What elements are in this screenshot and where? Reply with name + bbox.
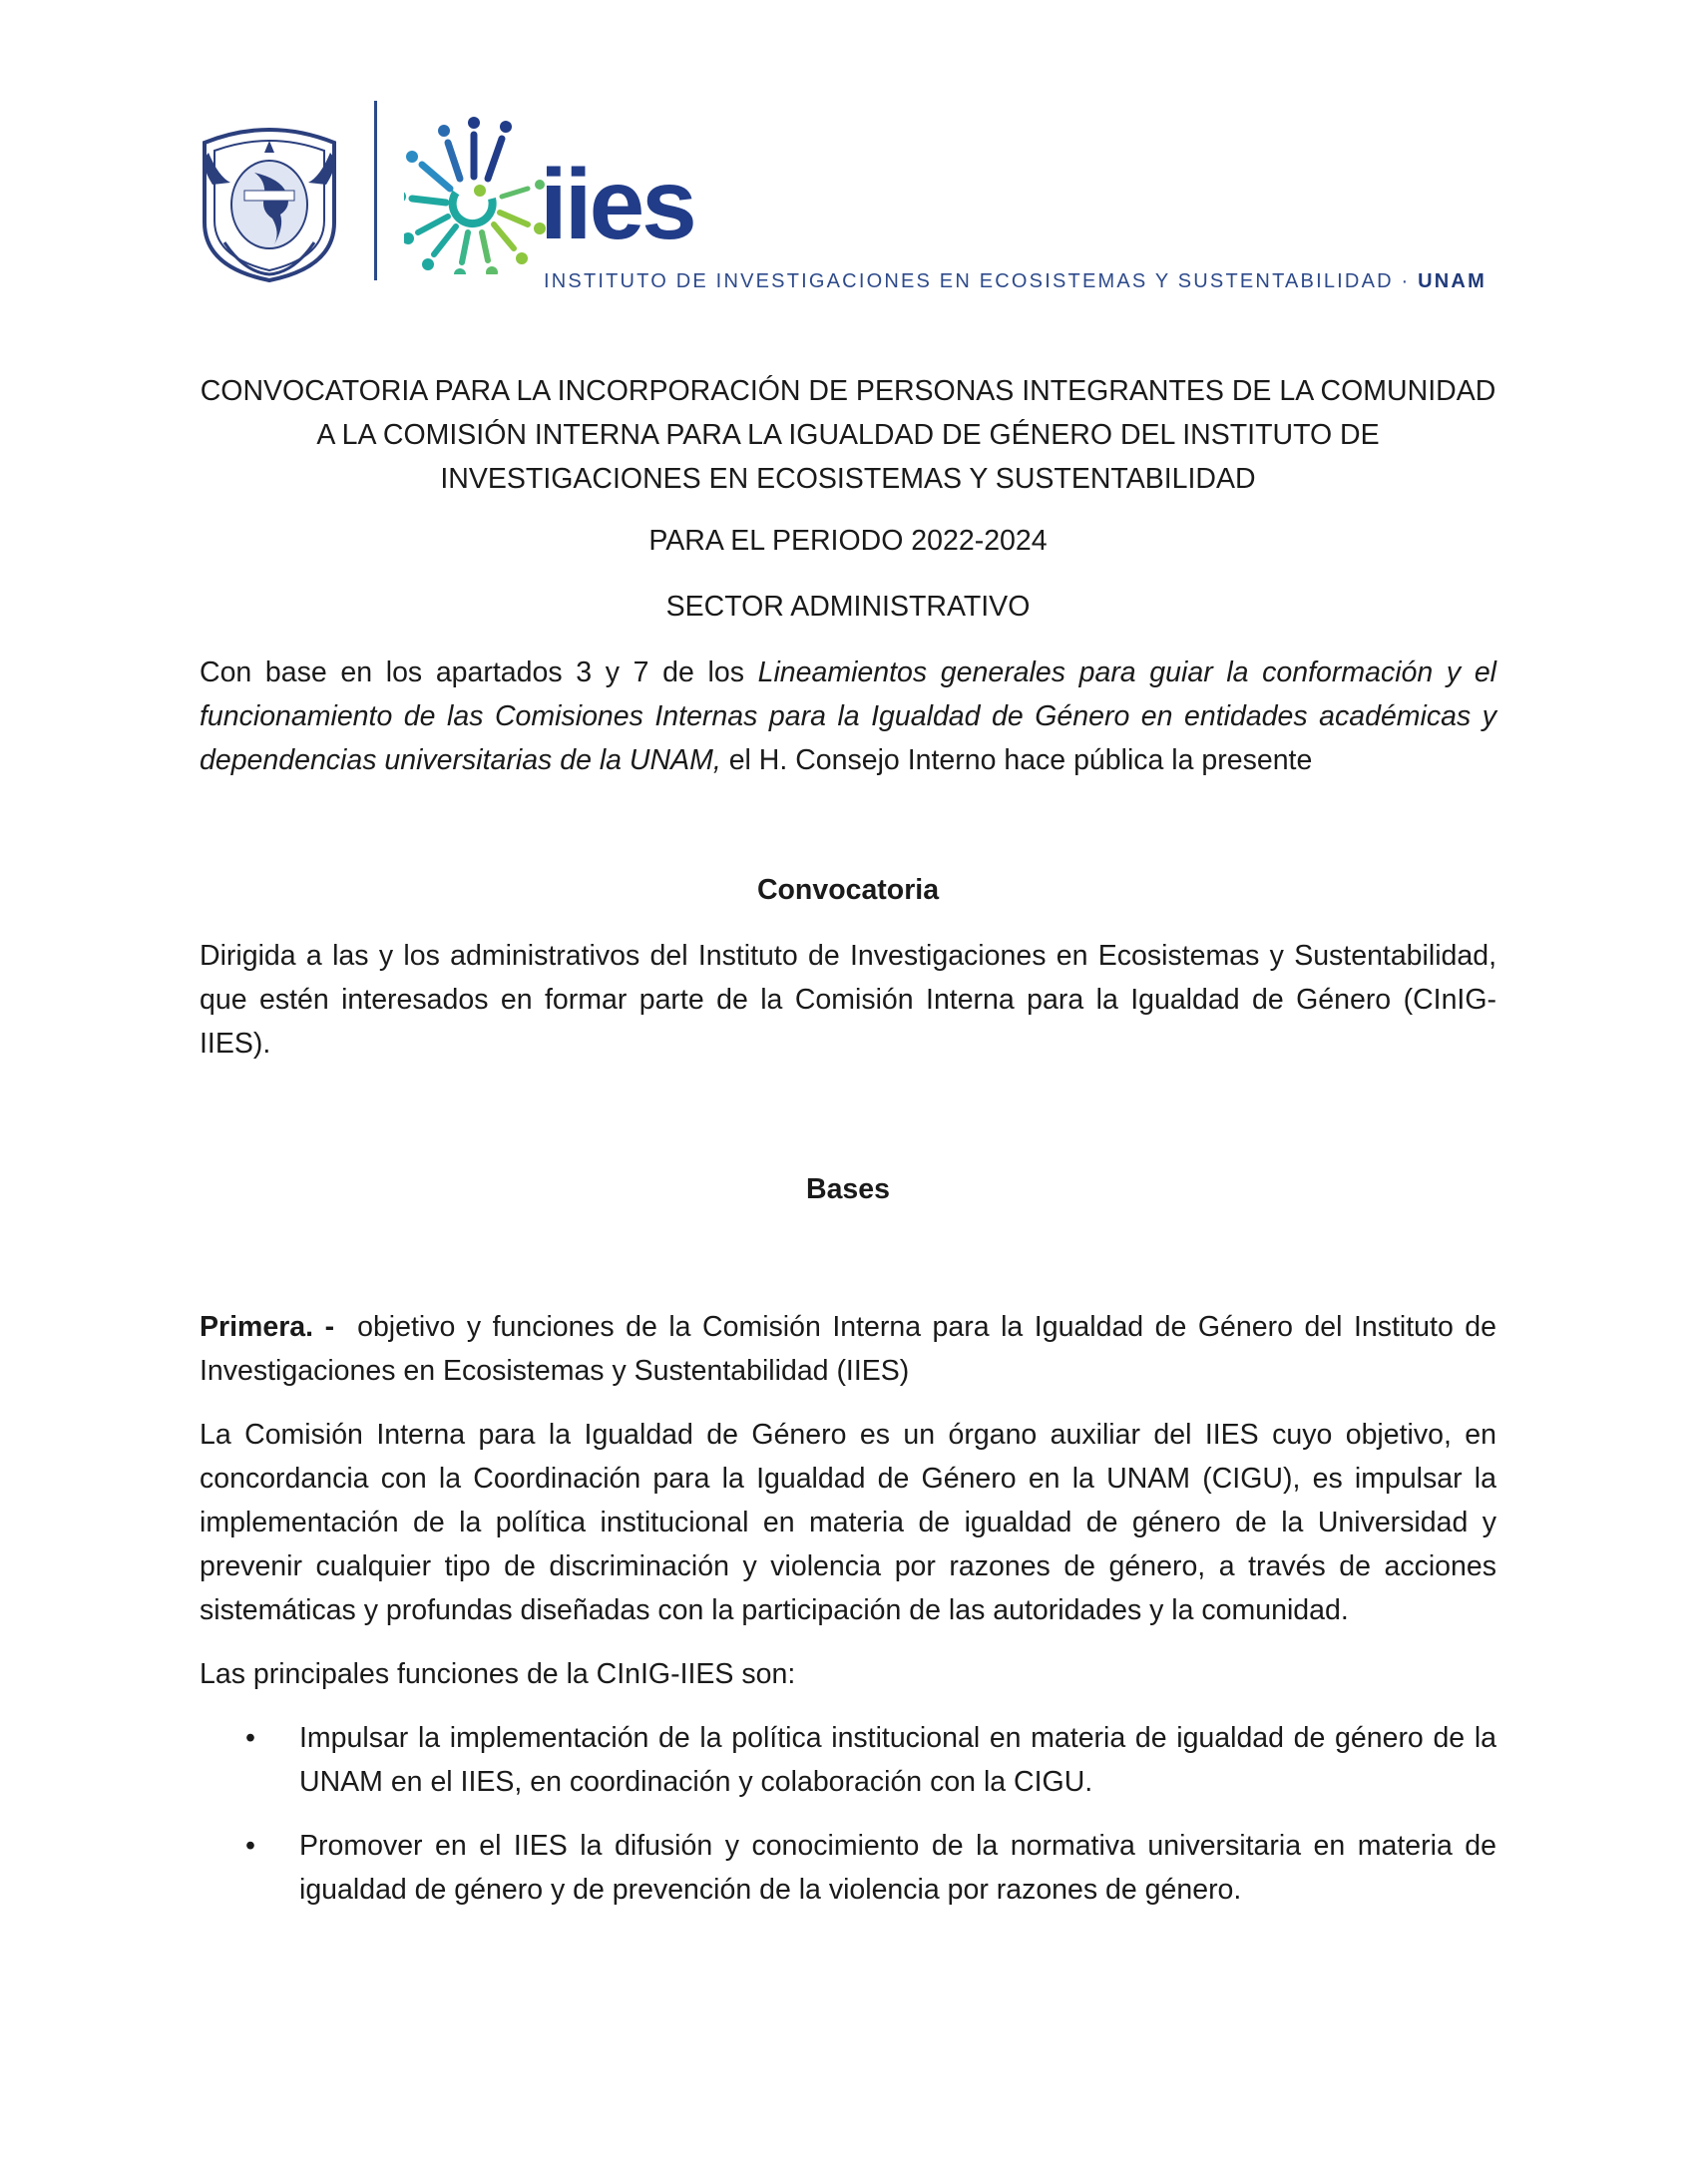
objective-paragraph: La Comisión Interna para la Igualdad de Género es un órgano auxiliar del IIES cuyo objetivo, en concordancia con la Coordinación para la Igualdad de Género en la UNAM (CIGU), es impulsar la implementación de la política institucional en materia de igualdad de género de la Universidad y prevenir cualquier tipo de discriminación y violencia por razones de género, a través de acciones sistemáticas y profundas diseñadas con la participación de las autoridades y la comunidad. <box>200 1419 1496 1626</box>
list-item <box>200 1716 1496 1804</box>
bullet-icon: • <box>245 1830 255 1862</box>
primera-text: objetivo y funciones de la Comisión Interna para la Igualdad de Género del Instituto de Investigaciones en Ecosistemas y Sustentabilidad (IIES) <box>200 1311 1504 1387</box>
convocatoria-heading: Convocatoria <box>756 874 940 906</box>
document-body <box>200 369 1504 1932</box>
functions-list <box>200 1716 1496 1912</box>
bases-heading: Bases <box>806 1173 890 1205</box>
function-text: Promover en el IIES la difusión y conocimiento de la normativa universitaria en materia de igualdad de género y de prevención de la violencia por razones de género. <box>299 1830 1496 1906</box>
institute-name-text: INSTITUTO DE INVESTIGACIONES EN ECOSISTEMAS Y SUSTENTABILIDAD · <box>544 270 1411 292</box>
institute-name <box>544 270 1486 293</box>
header-divider <box>374 101 377 280</box>
primera-label: Primera. - <box>200 1311 335 1343</box>
sector-line: SECTOR ADMINISTRATIVO <box>665 591 1031 623</box>
intro-guidelines-title: Lineamientos generales para guiar la conformación y el funcionamiento de las Comisiones Internas para la Igualdad de Género en entidades académicas y dependencias universitarias de la UNAM, <box>200 656 1496 776</box>
intro-paragraph <box>200 651 1496 782</box>
institute-unam-suffix: UNAM <box>1418 270 1486 292</box>
functions-intro: Las principales funciones de la CInIG-IIES son: <box>200 1658 796 1690</box>
unam-seal-logo <box>195 123 344 282</box>
primera-base <box>200 1305 1504 1393</box>
iies-wordmark: iies <box>540 149 694 260</box>
bullet-icon: • <box>245 1722 255 1754</box>
list-item <box>200 1824 1496 1912</box>
letterhead <box>195 95 1491 294</box>
document-title: CONVOCATORIA PARA LA INCORPORACIÓN DE PERSONAS INTEGRANTES DE LA COMUNIDAD A LA COMISIÓN INTERNA PARA LA IGUALDAD DE GÉNERO DEL INSTITUTO DE INVESTIGACIONES EN ECOSISTEMAS Y SUSTENTABILIDAD <box>200 375 1496 495</box>
intro-text-before: Con base en los apartados 3 y 7 de los <box>200 656 758 688</box>
function-text: Impulsar la implementación de la política institucional en materia de igualdad de género de la UNAM en el IIES, en coordinación y colaboración con la CIGU. <box>299 1722 1496 1798</box>
intro-text-after: el H. Consejo Interno hace pública la presente <box>720 744 1313 776</box>
period-line: PARA EL PERIODO 2022-2024 <box>648 525 1048 557</box>
directed-to-paragraph: Dirigida a las y los administrativos del Instituto de Investigaciones en Ecosistemas y Sustentabilidad, que estén interesados en formar parte de la Comisión Interna para la Igualdad de Género (CInIG-IIES). <box>200 940 1496 1060</box>
